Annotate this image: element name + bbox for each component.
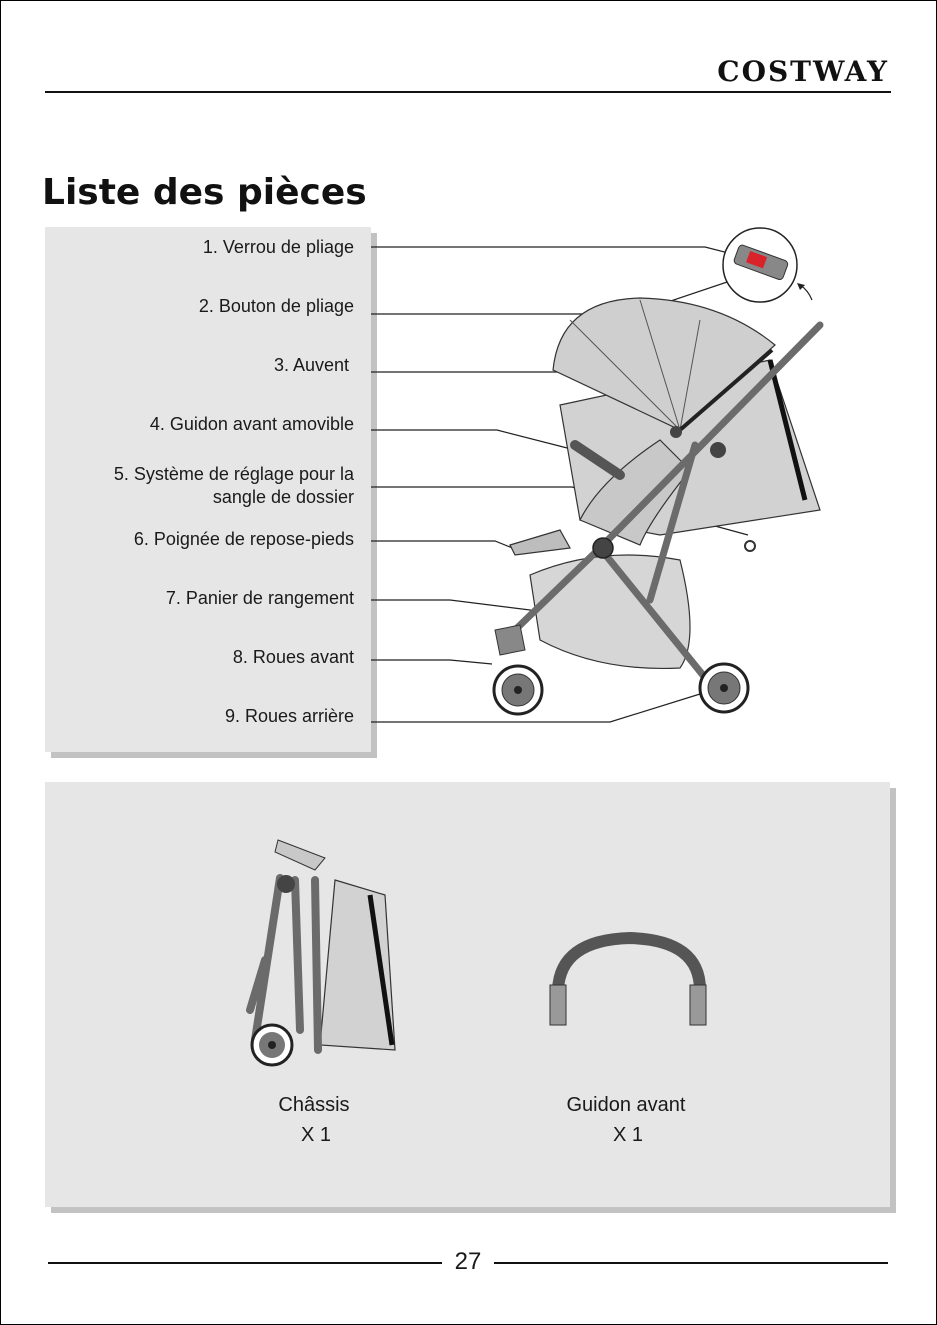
part-label-5: 5. Système de réglage pour la sangle de dossier bbox=[113, 464, 354, 507]
page-title: Liste des pièces bbox=[42, 172, 367, 213]
part-label-6: 6. Poignée de repose-pieds bbox=[133, 529, 354, 549]
part-label-9: 9. Roues arrière bbox=[224, 706, 354, 726]
part-label-4: 4. Guidon avant amovible bbox=[149, 414, 354, 434]
folded-chassis-illustration bbox=[250, 840, 395, 1065]
part-label-2: 2. Bouton de pliage bbox=[198, 296, 354, 316]
part-label-8: 8. Roues avant bbox=[232, 647, 354, 667]
item-name-chassis: Châssis bbox=[278, 1094, 350, 1116]
item-qty-chassis: X 1 bbox=[300, 1124, 332, 1146]
footer-rule-left bbox=[48, 1262, 442, 1264]
brand-logo: COSTWAY bbox=[717, 55, 889, 88]
page-number: 27 bbox=[454, 1248, 482, 1275]
part-label-7: 7. Panier de rangement bbox=[165, 588, 354, 608]
footer-rule-right bbox=[494, 1262, 888, 1264]
part-label-3: 3. Auvent bbox=[273, 355, 349, 375]
item-qty-handlebar: X 1 bbox=[612, 1124, 644, 1146]
item-name-handlebar: Guidon avant bbox=[566, 1094, 686, 1116]
part-label-1: 1. Verrou de pliage bbox=[202, 237, 354, 257]
front-handlebar-illustration bbox=[550, 938, 706, 1025]
